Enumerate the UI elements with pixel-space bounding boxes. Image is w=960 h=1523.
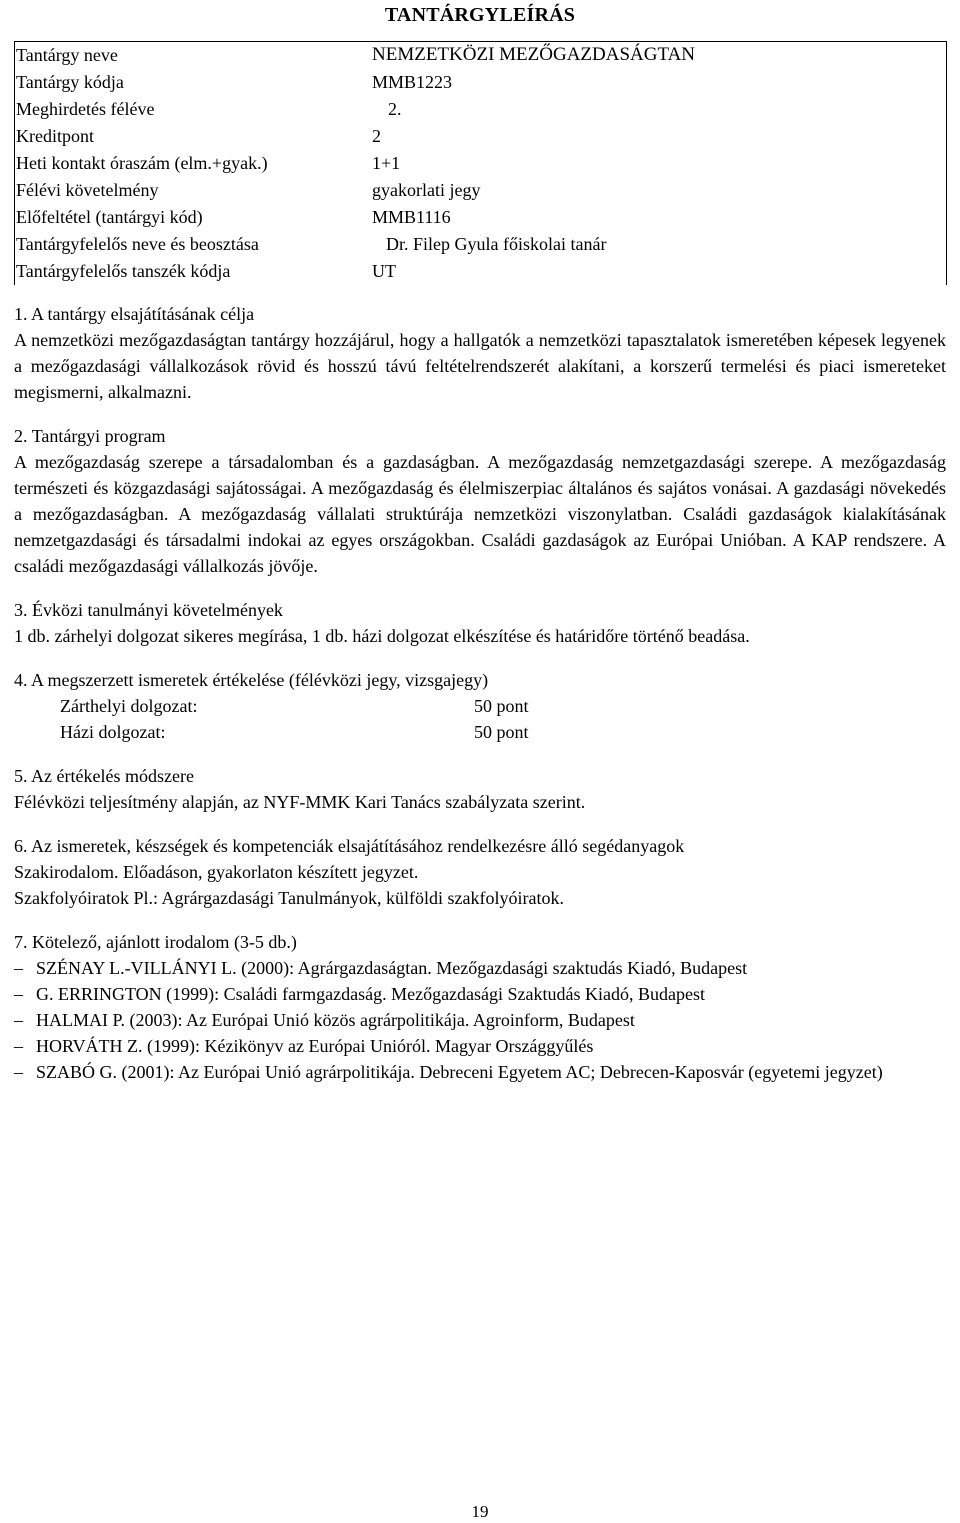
section-text: A mezőgazdaság szerepe a társadalomban és a gazdaságban. A mezőgazdaság nemzetgazdasági szerepe. A mezőgazdaság természeti és közgazdasági sajátosságai. A mezőgazdaság és élelmiszerpiac általános és sajátos vonásai. A gazdasági növekedés a mezőgazdaságban. A mezőgazdaság vállalati struktúrája nemzetközi viszonylatban. Családi gazdaságok kialakításának nemzetgazdasági és társadalmi indokai az egyes országokban. Családi gazdaságok az Európai Unióban. A KAP rendszere. A családi mezőgazdasági vállalkozás jövője. bbox=[14, 452, 946, 576]
section-title: Kötelező, ajánlott irodalom (3-5 db.) bbox=[32, 932, 297, 952]
info-row-department bbox=[15, 258, 946, 285]
info-value: 1+1 bbox=[372, 153, 401, 173]
info-value: gyakorlati jegy bbox=[372, 180, 481, 200]
info-value: UT bbox=[372, 261, 396, 281]
document-title: TANTÁRGYLEÍRÁS bbox=[384, 4, 576, 26]
section-number: 3. bbox=[14, 600, 28, 620]
info-label: Félévi követelmény bbox=[16, 180, 159, 200]
info-value: 2 bbox=[372, 126, 381, 146]
section-title: A tantárgy elsajátításának célja bbox=[31, 304, 255, 324]
info-label: Heti kontakt óraszám (elm.+gyak.) bbox=[16, 153, 268, 173]
section-program bbox=[14, 423, 946, 579]
literature-text: HALMAI P. (2003): Az Európai Unió közös agrárpolitikája. Agroinform, Budapest bbox=[36, 1010, 635, 1030]
section-heading bbox=[14, 929, 946, 955]
section-evaluation bbox=[14, 667, 946, 745]
section-title: Évközi tanulmányi követelmények bbox=[32, 600, 283, 620]
section-literature bbox=[14, 929, 946, 1085]
info-label: Kreditpont bbox=[16, 126, 94, 146]
dash-bullet-icon: – bbox=[14, 958, 23, 978]
section-heading bbox=[14, 423, 946, 449]
info-row-course-code bbox=[15, 69, 946, 96]
info-label: Tantárgyfelelős tanszék kódja bbox=[16, 261, 231, 281]
grade-row-homework bbox=[60, 719, 946, 745]
literature-text: G. ERRINGTON (1999): Családi farmgazdaság. Mezőgazdasági Szaktudás Kiadó, Budapest bbox=[36, 984, 705, 1004]
section-number: 2. bbox=[14, 426, 28, 446]
section-number: 5. bbox=[14, 766, 28, 786]
section-title: Az értékelés módszere bbox=[31, 766, 194, 786]
info-row-responsible bbox=[15, 231, 946, 258]
info-label: Előfeltétel (tantárgyi kód) bbox=[16, 207, 203, 227]
info-row-course-name bbox=[15, 42, 946, 69]
info-label: Meghirdetés féléve bbox=[16, 99, 155, 119]
info-row-contact-hours bbox=[15, 150, 946, 177]
info-value: MMB1223 bbox=[372, 72, 453, 92]
info-label: Tantárgy neve bbox=[16, 45, 118, 65]
section-heading bbox=[14, 833, 946, 859]
section-number: 1. bbox=[14, 304, 28, 324]
grade-row-midterm bbox=[60, 693, 946, 719]
info-row-requirement bbox=[15, 177, 946, 204]
section-text: A nemzetközi mezőgazdaságtan tantárgy hozzájárul, hogy a hallgatók a nemzetközi tapasztalatok ismeretében képesek legyenek a mezőgazdasági vállalkozások rövid és hosszú távú feltételrendszerét alakítani, a korszerű termelési és piaci ismereteket megismerni, alkalmazni. bbox=[14, 330, 946, 402]
page-number: 19 bbox=[471, 1502, 489, 1521]
section-number: 4. bbox=[14, 670, 28, 690]
grade-value: 50 pont bbox=[474, 722, 529, 742]
info-value: 2. bbox=[388, 99, 402, 119]
info-label: Tantárgy kódja bbox=[16, 72, 124, 92]
section-number: 6. bbox=[14, 836, 28, 856]
dash-bullet-icon: – bbox=[14, 1062, 23, 1082]
section-materials bbox=[14, 833, 946, 911]
dash-bullet-icon: – bbox=[14, 1010, 23, 1030]
materials-line: Szakfolyóiratok Pl.: Agrárgazdasági Tanulmányok, külföldi szakfolyóiratok. bbox=[14, 888, 564, 908]
info-row-semester bbox=[15, 96, 946, 123]
literature-item bbox=[14, 1059, 946, 1085]
section-heading bbox=[14, 667, 946, 693]
info-label: Tantárgyfelelős neve és beosztása bbox=[16, 234, 259, 254]
section-goal bbox=[14, 301, 946, 405]
course-info-table bbox=[14, 41, 947, 285]
literature-item bbox=[14, 955, 946, 981]
info-row-prerequisite bbox=[15, 204, 946, 231]
section-heading bbox=[14, 597, 946, 623]
dash-bullet-icon: – bbox=[14, 984, 23, 1004]
materials-line: Szakirodalom. Előadáson, gyakorlaton készített jegyzet. bbox=[14, 862, 419, 882]
info-value: Dr. Filep Gyula főiskolai tanár bbox=[386, 234, 607, 254]
literature-item bbox=[14, 981, 946, 1007]
literature-text: SZÉNAY L.-VILLÁNYI L. (2000): Agrárgazdaságtan. Mezőgazdasági szaktudás Kiadó, Budapest bbox=[36, 958, 748, 978]
section-title: Tantárgyi program bbox=[31, 426, 166, 446]
grade-label: Zárthelyi dolgozat: bbox=[60, 696, 198, 716]
literature-item bbox=[14, 1033, 946, 1059]
section-method bbox=[14, 763, 946, 815]
info-row-credit bbox=[15, 123, 946, 150]
literature-item bbox=[14, 1007, 946, 1033]
grade-label: Házi dolgozat: bbox=[60, 722, 166, 742]
document-page bbox=[14, 0, 946, 1085]
section-heading bbox=[14, 301, 946, 327]
grade-value: 50 pont bbox=[474, 696, 529, 716]
section-heading bbox=[14, 763, 946, 789]
section-title: A megszerzett ismeretek értékelése (félévközi jegy, vizsgajegy) bbox=[31, 670, 489, 690]
literature-text: SZABÓ G. (2001): Az Európai Unió agrárpolitikája. Debreceni Egyetem AC; Debrecen-Kaposvár (egyetemi jegyzet) bbox=[36, 1062, 883, 1082]
dash-bullet-icon: – bbox=[14, 1036, 23, 1056]
info-value: MMB1116 bbox=[372, 207, 451, 227]
section-text: 1 db. zárhelyi dolgozat sikeres megírása, 1 db. házi dolgozat elkészítése és határidőre történő beadása. bbox=[14, 626, 750, 646]
section-title: Az ismeretek, készségek és kompetenciák elsajátításához rendelkezésre álló segédanyagok bbox=[31, 836, 685, 856]
info-value: NEMZETKÖZI MEZŐGAZDASÁGTAN bbox=[372, 44, 696, 65]
section-number: 7. bbox=[14, 932, 28, 952]
section-requirements bbox=[14, 597, 946, 649]
literature-text: HORVÁTH Z. (1999): Kézikönyv az Európai Unióról. Magyar Országgyűlés bbox=[36, 1036, 594, 1056]
section-text: Félévközi teljesítmény alapján, az NYF-MMK Kari Tanács szabályzata szerint. bbox=[14, 792, 586, 812]
